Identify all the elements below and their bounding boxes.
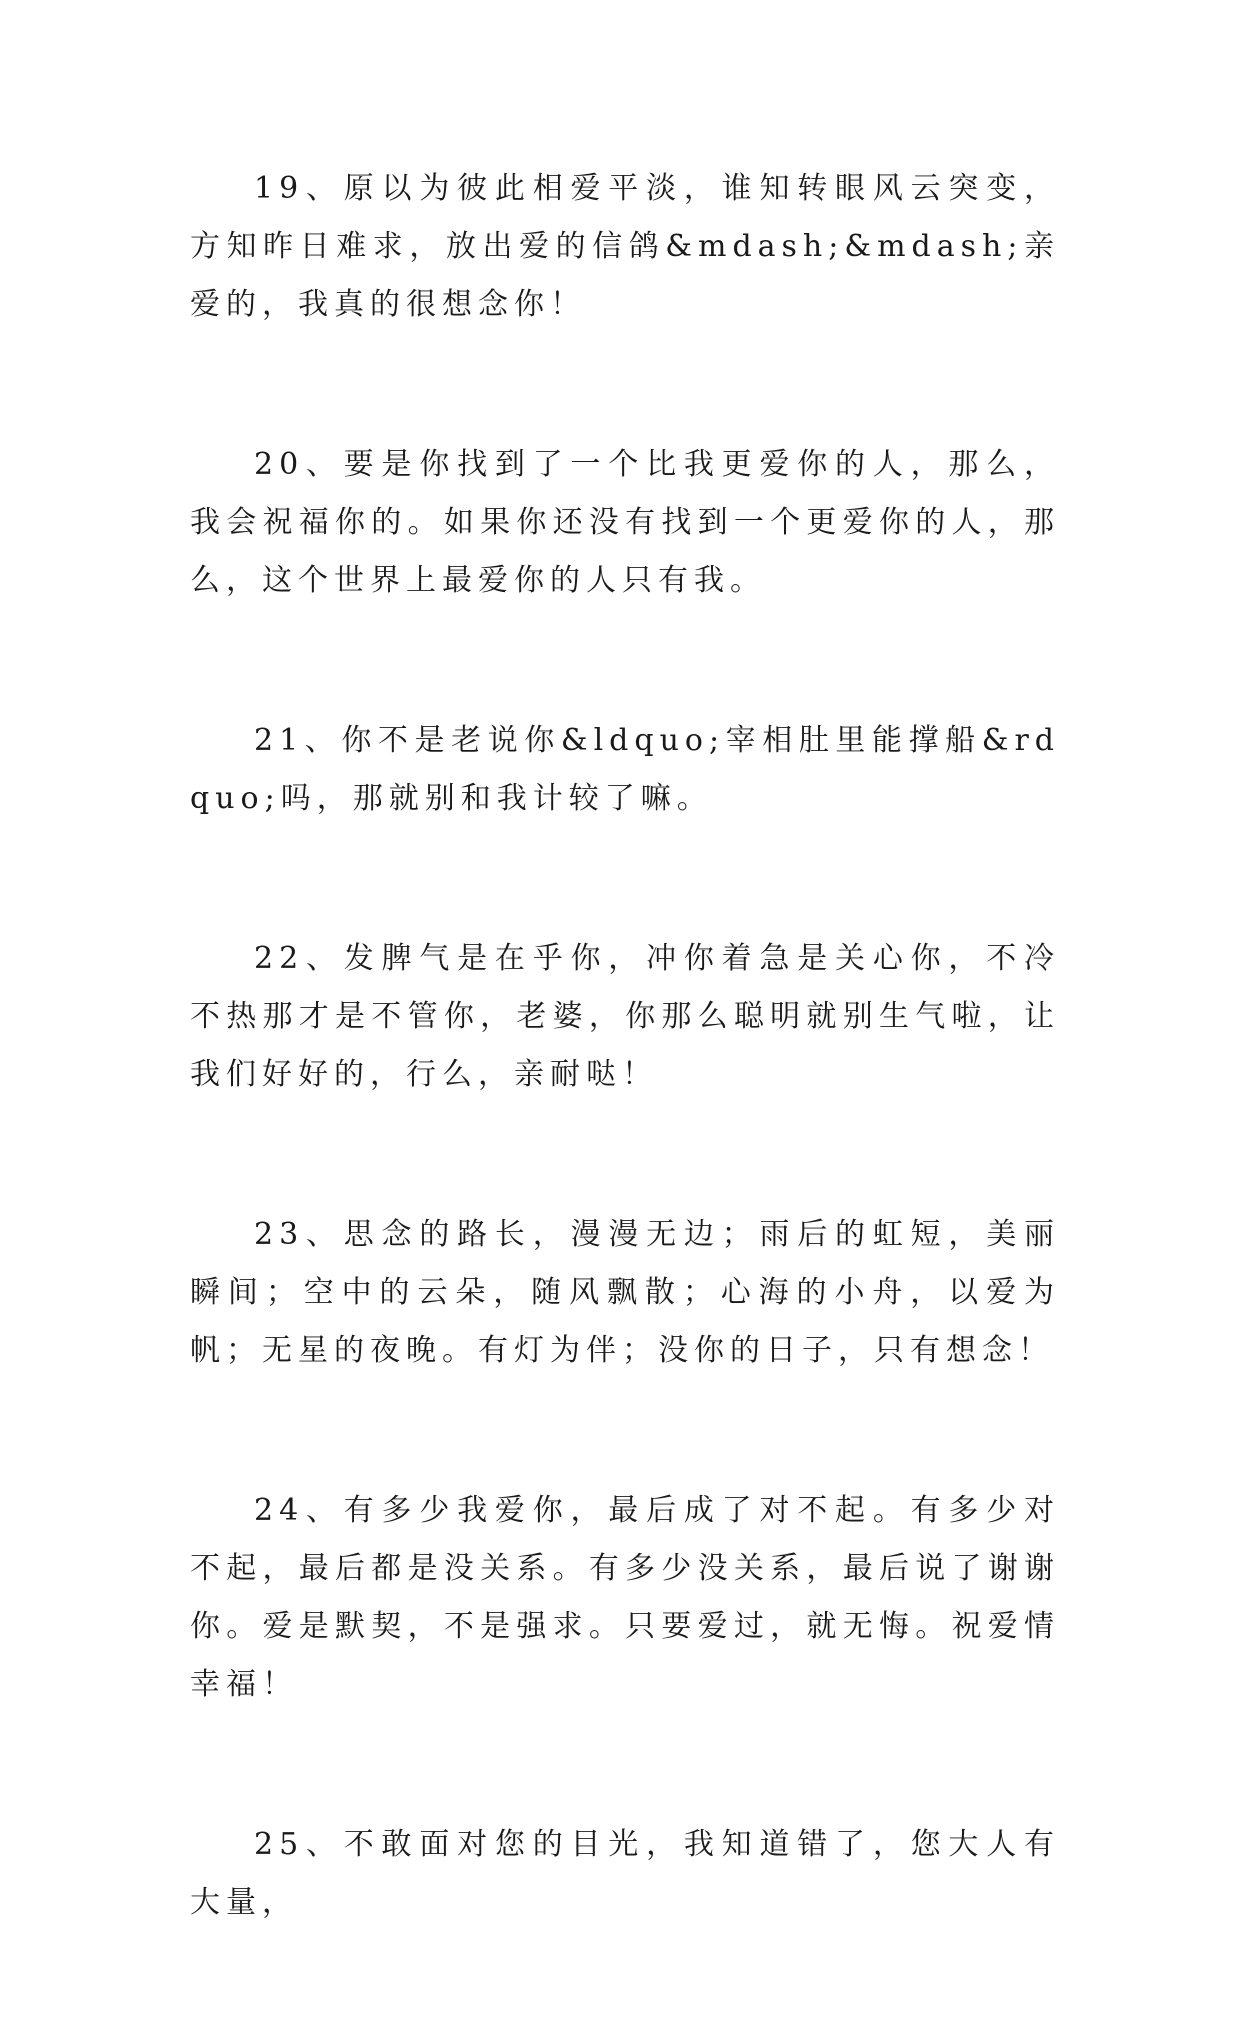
document-body: [190, 160, 1060, 2034]
paragraph-25: 25、不敢面对您的目光，我知道错了，您大人有大量，: [190, 1827, 1060, 1920]
paragraph-23: 23、思念的路长，漫漫无边；雨后的虹短，美丽瞬间；空中的云朵，随风飘散；心海的小舟，以爱为帆；无星的夜晚。有灯为伴；没你的日子，只有想念！: [190, 1217, 1060, 1368]
paragraph-22: 22、发脾气是在乎你，冲你着急是关心你，不冷不热那才是不管你，老婆，你那么聪明就别生气啦，让我们好好的，行么，亲耐哒！: [190, 941, 1060, 1092]
paragraph-21: 21、你不是老说你&ldquo;宰相肚里能撑船&rdquo;吗，那就别和我计较了嘛。: [190, 723, 1060, 816]
paragraph-24: 24、有多少我爱你，最后成了对不起。有多少对不起，最后都是没关系。有多少没关系，最后说了谢谢你。爱是默契，不是强求。只要爱过，就无悔。祝爱情幸福！: [190, 1493, 1060, 1702]
paragraph-19: 19、原以为彼此相爱平淡，谁知转眼风云突变，方知昨日难求，放出爱的信鸽&mdash;&mdash;亲爱的，我真的很想念你！: [190, 171, 1060, 322]
paragraph-20: 20、要是你找到了一个比我更爱你的人，那么，我会祝福你的。如果你还没有找到一个更爱你的人，那么，这个世界上最爱你的人只有我。: [190, 447, 1060, 598]
